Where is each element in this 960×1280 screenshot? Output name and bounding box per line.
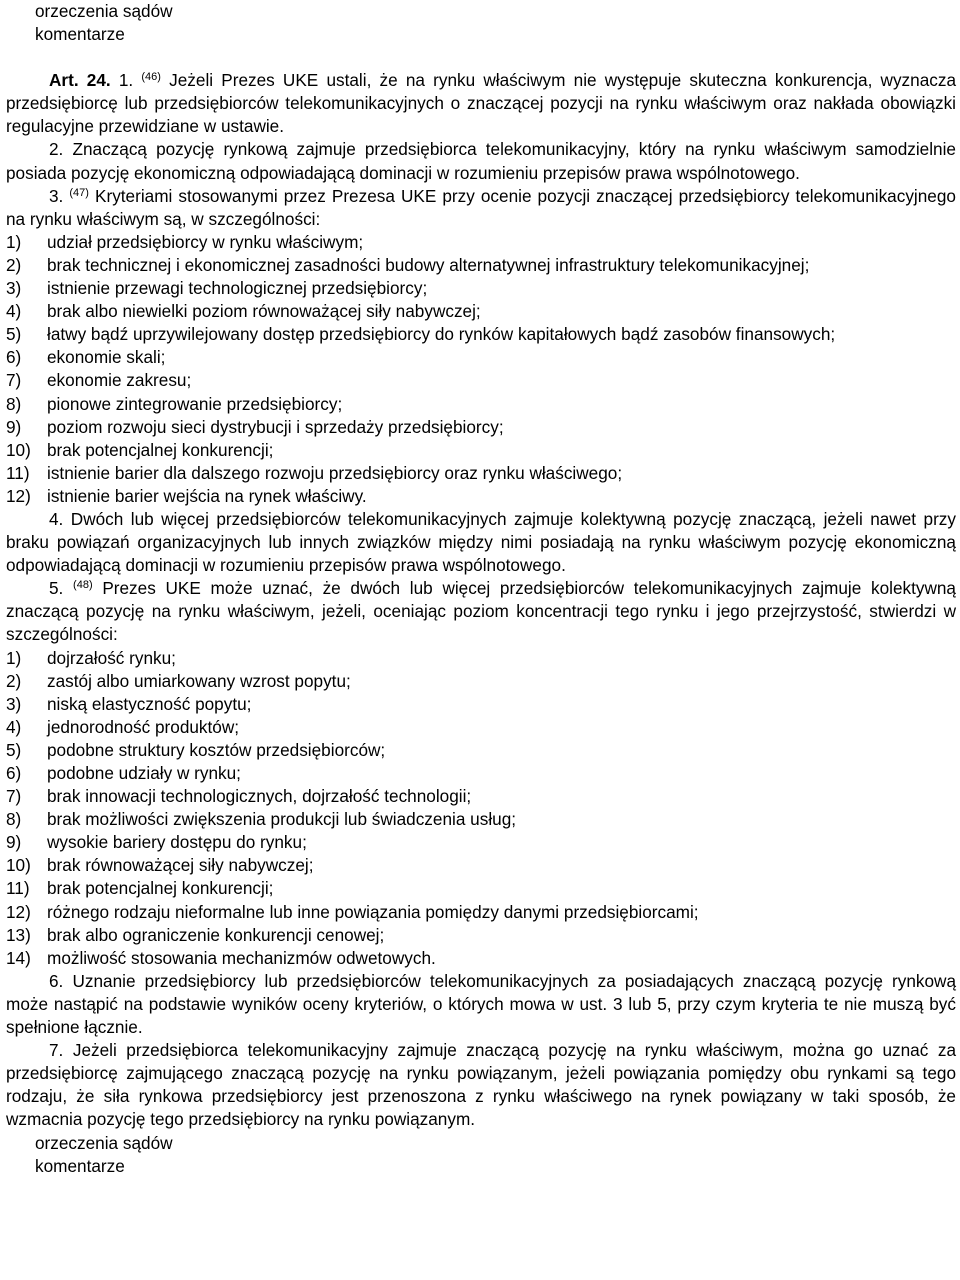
paragraph-7 bbox=[6, 1039, 956, 1131]
list-item bbox=[6, 346, 956, 369]
paragraph-text: Dwóch lub więcej przedsiębiorców telekomunikacyjnych zajmuje kolektywną pozycję znaczącą, jeżeli nawet przy braku powiązań organizacyjnych lub innych związków między nimi posiadają na rynku właściwym pozycję ekonomiczną odpowiadającą dominacji w rozumieniu przepisów prawa wspólnotowego. bbox=[6, 508, 956, 576]
paragraph-5 bbox=[6, 577, 956, 646]
list-item-text: łatwy bądź uprzywilejowany dostęp przedsiębiorcy do rynków kapitałowych bądź zasobów finansowych; bbox=[47, 324, 836, 345]
list-item-text: wysokie bariery dostępu do rynku; bbox=[47, 832, 307, 853]
list-item-text: brak równoważącej siły nabywczej; bbox=[47, 855, 314, 876]
list-item-text: istnienie barier dla dalszego rozwoju przedsiębiorcy oraz rynku właściwego; bbox=[47, 462, 623, 483]
list-item-text: zastój albo umiarkowany wzrost popytu; bbox=[47, 670, 351, 691]
list-item bbox=[6, 416, 956, 439]
list-item-number: 7) bbox=[6, 370, 22, 391]
list-item-number: 5) bbox=[6, 324, 22, 345]
footnote-ref[interactable]: (48) bbox=[73, 579, 93, 592]
list-item-number: 6) bbox=[6, 347, 22, 368]
paragraph-number: 3. bbox=[49, 185, 64, 206]
list-item-number: 1) bbox=[6, 231, 22, 252]
list-item-text: brak innowacji technologicznych, dojrzałość technologii; bbox=[47, 786, 472, 807]
list-item-text: podobne struktury kosztów przedsiębiorców; bbox=[47, 739, 386, 760]
list-item-number: 9) bbox=[6, 832, 22, 853]
list-item bbox=[6, 854, 956, 877]
list-item bbox=[6, 300, 956, 323]
paragraph-text: Prezes UKE może uznać, że dwóch lub więcej przedsiębiorców telekomunikacyjnych zajmuje kolektywną znaczącą pozycję na rynku właściwym, jeżeli, oceniając poziom koncentracji tego rynku i jego przejrzystość, stwierdzi w szczególności: bbox=[6, 578, 956, 645]
list-item-number: 8) bbox=[6, 809, 22, 830]
paragraph-number: 6. bbox=[49, 970, 64, 991]
list-item-number: 8) bbox=[6, 393, 22, 414]
paragraph-6 bbox=[6, 970, 956, 1039]
list-item-number: 12) bbox=[6, 901, 31, 922]
court-rulings-link[interactable]: orzeczenia sądów bbox=[35, 1132, 173, 1153]
list-item bbox=[6, 947, 956, 970]
comments-link[interactable]: komentarze bbox=[35, 1155, 125, 1176]
list-item-number: 3) bbox=[6, 693, 22, 714]
list-item bbox=[6, 924, 956, 947]
list-item-text: możliwość stosowania mechanizmów odwetowych. bbox=[47, 947, 436, 968]
list-item-text: brak potencjalnej konkurencji; bbox=[47, 439, 274, 460]
list-item-text: różnego rodzaju nieformalne lub inne powiązania pomiędzy danymi przedsiębiorcami; bbox=[47, 901, 699, 922]
paragraph-text: Kryteriami stosowanymi przez Prezesa UKE przy ocenie pozycji znaczącej przedsiębiorcy telekomunikacyjnego na rynku właściwym są, w szczególności: bbox=[6, 185, 956, 229]
list-item bbox=[6, 739, 956, 762]
list-item bbox=[6, 785, 956, 808]
list-item-number: 5) bbox=[6, 739, 22, 760]
list-item bbox=[6, 369, 956, 392]
list-item-text: istnienie przewagi technologicznej przedsiębiorcy; bbox=[47, 278, 428, 299]
paragraph-text: Jeżeli Prezes UKE ustali, że na rynku właściwym nie występuje skuteczna konkurencja, wyznacza przedsiębiorcę lub przedsiębiorców telekomunikacyjnych o znaczącej pozycji na rynku właściwym oraz nakłada obowiązki regulacyjne przewidziane w ustawie. bbox=[6, 70, 957, 137]
list-item bbox=[6, 231, 956, 254]
paragraph-1 bbox=[6, 69, 956, 138]
list-item-number: 7) bbox=[6, 786, 22, 807]
paragraph-text: Jeżeli przedsiębiorca telekomunikacyjny zajmuje znaczącą pozycję na rynku właściwym, można go uznać za przedsiębiorcę zajmującego znaczącą pozycję na rynku powiązanym, jeżeli powiązania pomiędzy obu rynkami są tego rodzaju, że siła rynkowa przedsiębiorcy jest przenoszona z rynku właściwego na rynek powiązany w taki sposób, że wzmacnia pozycję tego przedsiębiorcy na rynku powiązanym. bbox=[6, 1040, 956, 1130]
list-item-text: brak albo ograniczenie konkurencji cenowej; bbox=[47, 924, 385, 945]
list-item-text: brak albo niewielki poziom równoważącej siły nabywczej; bbox=[47, 301, 481, 322]
list-item-number: 2) bbox=[6, 670, 22, 691]
list-item-text: podobne udziały w rynku; bbox=[47, 763, 241, 783]
paragraph-number: 2. bbox=[49, 139, 64, 160]
article-heading: Art. 24. bbox=[49, 70, 111, 91]
paragraph-number: 7. bbox=[49, 1040, 64, 1061]
list-item-number: 4) bbox=[6, 301, 22, 322]
list-item-text: niską elastyczność popytu; bbox=[47, 693, 252, 714]
list-item bbox=[6, 762, 956, 785]
list-item bbox=[6, 323, 956, 346]
list-item-text: brak możliwości zwiększenia produkcji lub świadczenia usług; bbox=[47, 809, 517, 830]
list-item bbox=[6, 393, 956, 416]
collective-criteria-list bbox=[6, 647, 956, 970]
list-item-text: ekonomie zakresu; bbox=[47, 370, 192, 391]
list-item bbox=[6, 439, 956, 462]
list-item bbox=[6, 647, 956, 670]
comments-link[interactable]: komentarze bbox=[35, 24, 125, 45]
list-item-text: ekonomie skali; bbox=[47, 347, 166, 368]
list-item-text: dojrzałość rynku; bbox=[47, 647, 176, 668]
list-item bbox=[6, 485, 956, 508]
list-item-number: 1) bbox=[6, 647, 22, 668]
top-nav bbox=[6, 0, 956, 46]
list-item-number: 13) bbox=[6, 924, 31, 945]
list-item bbox=[6, 901, 956, 924]
list-item-number: 11) bbox=[6, 878, 30, 899]
paragraph-number: 5. bbox=[49, 578, 64, 599]
list-item bbox=[6, 808, 956, 831]
paragraph-2 bbox=[6, 138, 956, 184]
list-item-text: brak potencjalnej konkurencji; bbox=[47, 878, 274, 899]
list-item-number: 10) bbox=[6, 855, 31, 876]
list-item bbox=[6, 462, 956, 485]
paragraph-4 bbox=[6, 508, 956, 577]
footnote-ref[interactable]: (46) bbox=[141, 71, 161, 84]
list-item-text: poziom rozwoju sieci dystrybucji i sprzedaży przedsiębiorcy; bbox=[47, 416, 504, 437]
list-item bbox=[6, 277, 956, 300]
list-item-text: brak technicznej i ekonomicznej zasadności budowy alternatywnej infrastruktury telekomunikacyjnej; bbox=[47, 254, 810, 275]
paragraph-number: 1. bbox=[118, 70, 134, 91]
list-item-text: jednorodność produktów; bbox=[47, 716, 240, 737]
list-item-number: 4) bbox=[6, 716, 22, 737]
footnote-ref[interactable]: (47) bbox=[69, 186, 89, 199]
list-item bbox=[6, 877, 956, 900]
paragraph-number: 4. bbox=[49, 508, 64, 529]
list-item-number: 11) bbox=[6, 462, 30, 483]
list-item-number: 6) bbox=[6, 763, 22, 783]
list-item-number: 9) bbox=[6, 416, 22, 437]
list-item-text: istnienie barier wejścia na rynek właściwy. bbox=[47, 485, 367, 506]
list-item bbox=[6, 693, 956, 716]
list-item-text: pionowe zintegrowanie przedsiębiorcy; bbox=[47, 393, 343, 414]
paragraph-3 bbox=[6, 185, 956, 231]
list-item bbox=[6, 716, 956, 739]
list-item bbox=[6, 254, 956, 277]
paragraph-text: Uznanie przedsiębiorcy lub przedsiębiorców telekomunikacyjnych za posiadających znaczącą pozycję rynkową może nastąpić na podstawie wyników oceny kryteriów, o których mowa w ust. 3 lub 5, przy czym kryteria te nie muszą być spełnione łącznie. bbox=[6, 970, 956, 1038]
document bbox=[6, 0, 956, 1178]
paragraph-text: Znaczącą pozycję rynkową zajmuje przedsiębiorca telekomunikacyjny, który na rynku właściwym samodzielnie posiada pozycję ekonomiczną odpowiadającą dominacji w rozumieniu przepisów prawa wspólnotowego. bbox=[6, 139, 956, 183]
list-item bbox=[6, 831, 956, 854]
list-item-text: udział przedsiębiorcy w rynku właściwym; bbox=[47, 231, 364, 252]
list-item bbox=[6, 670, 956, 693]
bottom-nav bbox=[6, 1132, 956, 1178]
list-item-number: 14) bbox=[6, 947, 31, 968]
list-item-number: 12) bbox=[6, 485, 31, 506]
court-rulings-link[interactable]: orzeczenia sądów bbox=[35, 1, 173, 21]
criteria-list bbox=[6, 231, 956, 508]
list-item-number: 10) bbox=[6, 439, 31, 460]
list-item-number: 2) bbox=[6, 254, 22, 275]
list-item-number: 3) bbox=[6, 278, 22, 299]
